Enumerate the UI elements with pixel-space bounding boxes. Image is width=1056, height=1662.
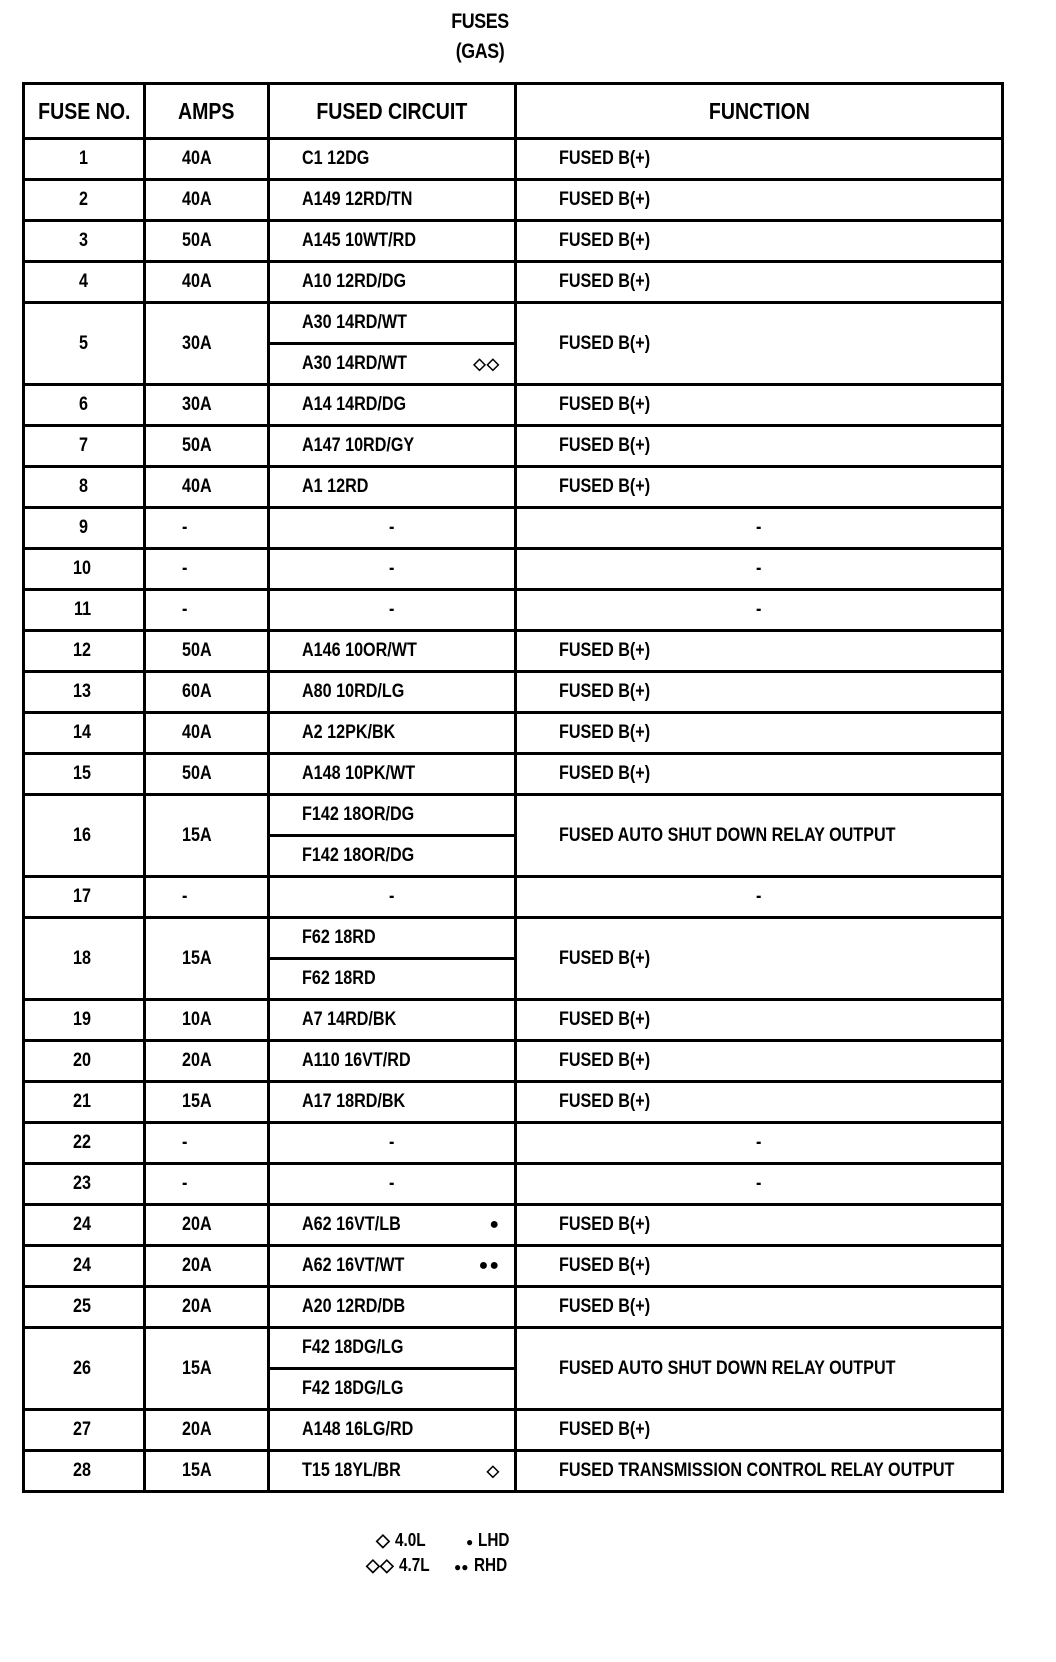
fuse-number: 6 — [78, 394, 88, 415]
fused-circuit-value: A2 12PK/BK — [302, 722, 396, 743]
function-value: FUSED B(+) — [559, 271, 651, 292]
fused-circuit-cell — [269, 631, 516, 672]
fuse-number-cell — [24, 426, 145, 467]
fuse-number-cell — [24, 795, 145, 877]
fused-circuit-value: A148 16LG/RD — [302, 1419, 414, 1440]
fused-circuit-cell — [269, 1164, 516, 1205]
table-row — [24, 631, 1003, 672]
amps-cell — [145, 1328, 269, 1410]
function-cell — [516, 754, 1003, 795]
function-value: FUSED B(+) — [559, 476, 651, 497]
function-cell — [516, 1410, 1003, 1451]
fused-circuit-value: A20 12RD/DB — [302, 1296, 406, 1317]
table-row — [24, 1451, 1003, 1492]
function-cell — [516, 1451, 1003, 1492]
fuse-number-cell — [24, 1205, 145, 1246]
function-cell — [516, 713, 1003, 754]
amps-cell — [145, 1164, 269, 1205]
fuse-number: 7 — [78, 435, 88, 456]
fuse-number-cell — [24, 877, 145, 918]
amps-cell — [145, 1205, 269, 1246]
fused-circuit-cell — [269, 1082, 516, 1123]
function-cell — [516, 262, 1003, 303]
amps-value: 50A — [182, 640, 212, 661]
fused-circuit-value: A14 14RD/DG — [302, 394, 407, 415]
fuse-number: 28 — [73, 1460, 92, 1481]
table-row — [24, 385, 1003, 426]
fused-circuit-value: A80 10RD/LG — [302, 681, 405, 702]
table-row — [24, 1328, 1003, 1369]
amps-value: 20A — [182, 1214, 212, 1235]
fused-circuit-value: C1 12DG — [302, 148, 370, 169]
table-row — [24, 713, 1003, 754]
fused-circuit-cell — [269, 262, 516, 303]
fuse-number: 3 — [78, 230, 88, 251]
fused-circuit-value: - — [388, 599, 395, 620]
fuse-number-cell — [24, 1000, 145, 1041]
amps-cell — [145, 508, 269, 549]
fused-circuit-cell — [269, 1287, 516, 1328]
function-value: - — [755, 599, 762, 620]
amps-cell — [145, 1246, 269, 1287]
fused-circuit-cell — [269, 672, 516, 713]
function-value: FUSED B(+) — [559, 332, 651, 354]
amps-value: 15A — [182, 1091, 212, 1112]
function-cell — [516, 877, 1003, 918]
amps-value: 50A — [182, 435, 212, 456]
amps-cell — [145, 385, 269, 426]
fused-circuit-cell — [269, 918, 516, 959]
amps-value: 60A — [182, 681, 212, 702]
fused-circuit-cell — [269, 1000, 516, 1041]
function-cell — [516, 303, 1003, 385]
fuse-number-cell — [24, 303, 145, 385]
fused-circuit-value: A1 12RD — [302, 476, 369, 497]
amps-value: 50A — [182, 763, 212, 784]
fused-circuit-cell — [269, 1246, 516, 1287]
function-value: FUSED B(+) — [559, 435, 651, 456]
page-subtitle: (GAS) — [455, 40, 505, 63]
function-cell — [516, 139, 1003, 180]
function-value: FUSED TRANSMISSION CONTROL RELAY OUTPUT — [559, 1460, 955, 1481]
function-cell — [516, 631, 1003, 672]
fuse-number-cell — [24, 508, 145, 549]
table-row — [24, 1287, 1003, 1328]
table-row — [24, 672, 1003, 713]
fused-circuit-value: F142 18OR/DG — [302, 804, 415, 825]
fuse-number: 19 — [73, 1009, 92, 1030]
fused-circuit-cell — [269, 1041, 516, 1082]
legend-4-0l — [376, 1530, 431, 1551]
fuse-number: 18 — [73, 947, 92, 969]
fused-circuit-value: - — [388, 517, 395, 538]
table-row — [24, 1123, 1003, 1164]
fuse-number: 27 — [73, 1419, 92, 1440]
function-value: - — [755, 1173, 762, 1194]
amps-value: 15A — [182, 947, 212, 969]
fuse-number-cell — [24, 1410, 145, 1451]
header-fused-circuit: FUSED CIRCUIT — [269, 84, 516, 139]
engine-variant-marker-icon: ◇◇ — [473, 356, 500, 373]
amps-value: 10A — [182, 1009, 212, 1030]
function-value: FUSED B(+) — [559, 189, 651, 210]
fuse-number-cell — [24, 754, 145, 795]
fuse-number-cell — [24, 1451, 145, 1492]
function-cell — [516, 508, 1003, 549]
legend-label: LHD — [478, 1530, 510, 1550]
legend-label: 4.7L — [398, 1555, 430, 1575]
legend-rhd — [454, 1555, 513, 1576]
dot-icon: ● — [466, 1535, 474, 1549]
function-value: - — [755, 558, 762, 579]
amps-value: 30A — [182, 394, 212, 415]
function-cell — [516, 795, 1003, 877]
amps-cell — [145, 795, 269, 877]
amps-value: 50A — [182, 230, 212, 251]
table-row — [24, 262, 1003, 303]
amps-value: - — [182, 517, 188, 538]
fuse-number: 10 — [73, 558, 92, 579]
amps-cell — [145, 139, 269, 180]
fuse-number: 12 — [73, 640, 92, 661]
fused-circuit-value: F42 18DG/LG — [302, 1378, 404, 1399]
fused-circuit-cell — [269, 426, 516, 467]
double-hollow-diamond-icon: ◇◇ — [366, 1555, 394, 1575]
amps-cell — [145, 262, 269, 303]
table-row — [24, 918, 1003, 959]
amps-value: - — [182, 558, 188, 579]
fuse-number-cell — [24, 1328, 145, 1410]
fused-circuit-cell — [269, 590, 516, 631]
amps-cell — [145, 672, 269, 713]
fuse-number: 17 — [73, 886, 92, 907]
function-value: FUSED B(+) — [559, 1091, 651, 1112]
function-cell — [516, 1328, 1003, 1410]
function-value: FUSED B(+) — [559, 681, 651, 702]
function-cell — [516, 221, 1003, 262]
fused-circuit-cell — [269, 1123, 516, 1164]
function-value: FUSED B(+) — [559, 947, 651, 969]
function-cell — [516, 426, 1003, 467]
table-row — [24, 1000, 1003, 1041]
amps-value: 30A — [182, 332, 212, 354]
amps-value: 15A — [182, 824, 212, 846]
table-row — [24, 1041, 1003, 1082]
fused-circuit-cell — [269, 467, 516, 508]
fuse-number: 24 — [73, 1214, 92, 1235]
amps-cell — [145, 1041, 269, 1082]
fused-circuit-value: F42 18DG/LG — [302, 1337, 404, 1358]
header-function: FUNCTION — [516, 84, 1003, 139]
table-row — [24, 139, 1003, 180]
function-cell — [516, 1082, 1003, 1123]
hollow-diamond-icon: ◇ — [376, 1530, 390, 1550]
table-row — [24, 795, 1003, 836]
fuse-number: 2 — [78, 189, 88, 210]
function-value: FUSED B(+) — [559, 640, 651, 661]
amps-cell — [145, 1410, 269, 1451]
fuse-number-cell — [24, 631, 145, 672]
fuse-number-cell — [24, 1123, 145, 1164]
table-row — [24, 467, 1003, 508]
fuse-number-cell — [24, 1164, 145, 1205]
amps-cell — [145, 713, 269, 754]
fused-circuit-value: A145 10WT/RD — [302, 230, 416, 251]
fuse-number-cell — [24, 1246, 145, 1287]
legend-4-7l — [366, 1555, 435, 1576]
function-value: FUSED B(+) — [559, 1050, 651, 1071]
amps-cell — [145, 303, 269, 385]
function-cell — [516, 1246, 1003, 1287]
fused-circuit-value: A149 12RD/TN — [302, 189, 413, 210]
function-value: FUSED B(+) — [559, 1009, 651, 1030]
fuse-number-cell — [24, 139, 145, 180]
fused-circuit-value: F142 18OR/DG — [302, 845, 415, 866]
fuse-number-cell — [24, 180, 145, 221]
amps-value: - — [182, 599, 188, 620]
double-dot-icon: ●● — [454, 1560, 469, 1574]
fused-circuit-cell — [269, 221, 516, 262]
fused-circuit-value: T15 18YL/BR — [302, 1460, 401, 1481]
fuse-number-cell — [24, 467, 145, 508]
amps-cell — [145, 877, 269, 918]
function-value: FUSED B(+) — [559, 1296, 651, 1317]
function-value: - — [755, 517, 762, 538]
fused-circuit-cell — [269, 1205, 516, 1246]
fused-circuit-value: A7 14RD/BK — [302, 1009, 397, 1030]
function-value: FUSED AUTO SHUT DOWN RELAY OUTPUT — [559, 824, 896, 846]
amps-cell — [145, 754, 269, 795]
table-header-row — [24, 84, 1003, 139]
function-value: FUSED B(+) — [559, 1214, 651, 1235]
function-value: FUSED AUTO SHUT DOWN RELAY OUTPUT — [559, 1357, 896, 1379]
engine-variant-marker-icon: ● — [489, 1216, 500, 1233]
function-cell — [516, 1123, 1003, 1164]
fuse-number-cell — [24, 918, 145, 1000]
fused-circuit-value: A146 10OR/WT — [302, 640, 417, 661]
fuse-number-cell — [24, 221, 145, 262]
function-cell — [516, 467, 1003, 508]
table-row — [24, 590, 1003, 631]
fuse-number: 24 — [73, 1255, 92, 1276]
fuse-number: 4 — [78, 271, 88, 292]
amps-cell — [145, 1082, 269, 1123]
table-row — [24, 221, 1003, 262]
fused-circuit-value: A62 16VT/WT — [302, 1255, 405, 1276]
fused-circuit-value: - — [388, 886, 395, 907]
function-cell — [516, 1287, 1003, 1328]
amps-cell — [145, 549, 269, 590]
amps-value: 40A — [182, 476, 212, 497]
fused-circuit-cell — [269, 303, 516, 344]
amps-cell — [145, 467, 269, 508]
fuse-number-cell — [24, 1041, 145, 1082]
function-value: FUSED B(+) — [559, 394, 651, 415]
fused-circuit-value: - — [388, 558, 395, 579]
amps-value: - — [182, 1132, 188, 1153]
function-value: FUSED B(+) — [559, 1419, 651, 1440]
table-row — [24, 754, 1003, 795]
function-cell — [516, 672, 1003, 713]
amps-cell — [145, 180, 269, 221]
table-row — [24, 1205, 1003, 1246]
amps-cell — [145, 1123, 269, 1164]
amps-cell — [145, 1287, 269, 1328]
fuse-number: 5 — [78, 332, 88, 354]
amps-value: - — [182, 1173, 188, 1194]
fused-circuit-value: - — [388, 1173, 395, 1194]
fuse-number: 25 — [73, 1296, 92, 1317]
amps-value: 40A — [182, 189, 212, 210]
legend-label: 4.0L — [394, 1530, 426, 1550]
legend-label: RHD — [473, 1555, 507, 1575]
amps-value: 15A — [182, 1460, 212, 1481]
header-amps: AMPS — [145, 84, 269, 139]
table-row — [24, 877, 1003, 918]
fused-circuit-value: A30 14RD/WT — [302, 312, 408, 333]
amps-cell — [145, 221, 269, 262]
fused-circuit-cell — [269, 713, 516, 754]
table-row — [24, 1164, 1003, 1205]
function-value: FUSED B(+) — [559, 763, 651, 784]
engine-variant-marker-icon: ●● — [478, 1257, 500, 1274]
table-row — [24, 1410, 1003, 1451]
table-row — [24, 180, 1003, 221]
fuse-number: 15 — [73, 763, 92, 784]
function-cell — [516, 549, 1003, 590]
fused-circuit-cell — [269, 1410, 516, 1451]
fused-circuit-value: F62 18RD — [302, 927, 376, 948]
function-value: - — [755, 1132, 762, 1153]
table-row — [24, 1082, 1003, 1123]
function-cell — [516, 1164, 1003, 1205]
fused-circuit-cell — [269, 959, 516, 1000]
fused-circuit-value: A30 14RD/WT — [302, 353, 408, 374]
fused-circuit-cell — [269, 795, 516, 836]
function-value: FUSED B(+) — [559, 722, 651, 743]
fused-circuit-cell — [269, 139, 516, 180]
fuse-number: 14 — [73, 722, 92, 743]
fused-circuit-cell — [269, 1328, 516, 1369]
amps-cell — [145, 918, 269, 1000]
fuse-number: 20 — [73, 1050, 92, 1071]
fused-circuit-cell — [269, 754, 516, 795]
fused-circuit-value: F62 18RD — [302, 968, 376, 989]
fused-circuit-cell — [269, 344, 516, 385]
function-cell — [516, 918, 1003, 1000]
function-value: FUSED B(+) — [559, 230, 651, 251]
fused-circuit-cell — [269, 549, 516, 590]
function-value: FUSED B(+) — [559, 1255, 651, 1276]
function-value: FUSED B(+) — [559, 148, 651, 169]
amps-value: 15A — [182, 1357, 212, 1379]
fuse-number: 22 — [73, 1132, 92, 1153]
fuse-number: 1 — [78, 148, 88, 169]
fused-circuit-value: A148 10PK/WT — [302, 763, 416, 784]
fused-circuit-cell — [269, 508, 516, 549]
engine-variant-marker-icon: ◇ — [486, 1463, 500, 1480]
fuse-number: 8 — [78, 476, 88, 497]
fused-circuit-value: A110 16VT/RD — [302, 1050, 411, 1071]
fuse-number: 9 — [78, 517, 88, 538]
fused-circuit-cell — [269, 877, 516, 918]
header-fuse-no: FUSE NO. — [24, 84, 145, 139]
fuse-number: 16 — [73, 824, 92, 846]
amps-value: 20A — [182, 1050, 212, 1071]
function-cell — [516, 1041, 1003, 1082]
amps-cell — [145, 426, 269, 467]
table-row — [24, 549, 1003, 590]
fuse-table-body — [24, 139, 1003, 1492]
table-row — [24, 1246, 1003, 1287]
amps-cell — [145, 590, 269, 631]
fuse-number-cell — [24, 672, 145, 713]
legend-lhd — [466, 1530, 515, 1551]
fused-circuit-cell — [269, 385, 516, 426]
function-cell — [516, 590, 1003, 631]
fused-circuit-value: - — [388, 1132, 395, 1153]
function-cell — [516, 385, 1003, 426]
fuse-number: 21 — [73, 1091, 92, 1112]
fused-circuit-value: A147 10RD/GY — [302, 435, 415, 456]
amps-cell — [145, 1000, 269, 1041]
function-value: - — [755, 886, 762, 907]
function-cell — [516, 1205, 1003, 1246]
function-cell — [516, 180, 1003, 221]
fused-circuit-value: A17 18RD/BK — [302, 1091, 406, 1112]
fused-circuit-value: A62 16VT/LB — [302, 1214, 401, 1235]
table-row — [24, 508, 1003, 549]
amps-value: 40A — [182, 271, 212, 292]
amps-value: 40A — [182, 722, 212, 743]
fuse-number: 23 — [73, 1173, 92, 1194]
fuse-number-cell — [24, 1082, 145, 1123]
fused-circuit-cell — [269, 836, 516, 877]
page-title: FUSES — [451, 10, 509, 33]
amps-value: - — [182, 886, 188, 907]
fused-circuit-cell — [269, 1451, 516, 1492]
amps-cell — [145, 631, 269, 672]
fuse-number: 13 — [73, 681, 92, 702]
fuse-number: 26 — [73, 1357, 92, 1379]
amps-cell — [145, 1451, 269, 1492]
function-cell — [516, 1000, 1003, 1041]
amps-value: 20A — [182, 1296, 212, 1317]
amps-value: 20A — [182, 1255, 212, 1276]
fuse-number-cell — [24, 262, 145, 303]
fused-circuit-cell — [269, 180, 516, 221]
table-row — [24, 426, 1003, 467]
fuse-number: 11 — [73, 599, 92, 620]
fused-circuit-value: A10 12RD/DG — [302, 271, 407, 292]
fused-circuit-cell — [269, 1369, 516, 1410]
amps-value: 20A — [182, 1419, 212, 1440]
fuse-number-cell — [24, 549, 145, 590]
fuse-number-cell — [24, 385, 145, 426]
fuse-number-cell — [24, 1287, 145, 1328]
fuse-number-cell — [24, 590, 145, 631]
table-row — [24, 303, 1003, 344]
fuse-table — [22, 82, 1004, 1493]
amps-value: 40A — [182, 148, 212, 169]
fuse-number-cell — [24, 713, 145, 754]
